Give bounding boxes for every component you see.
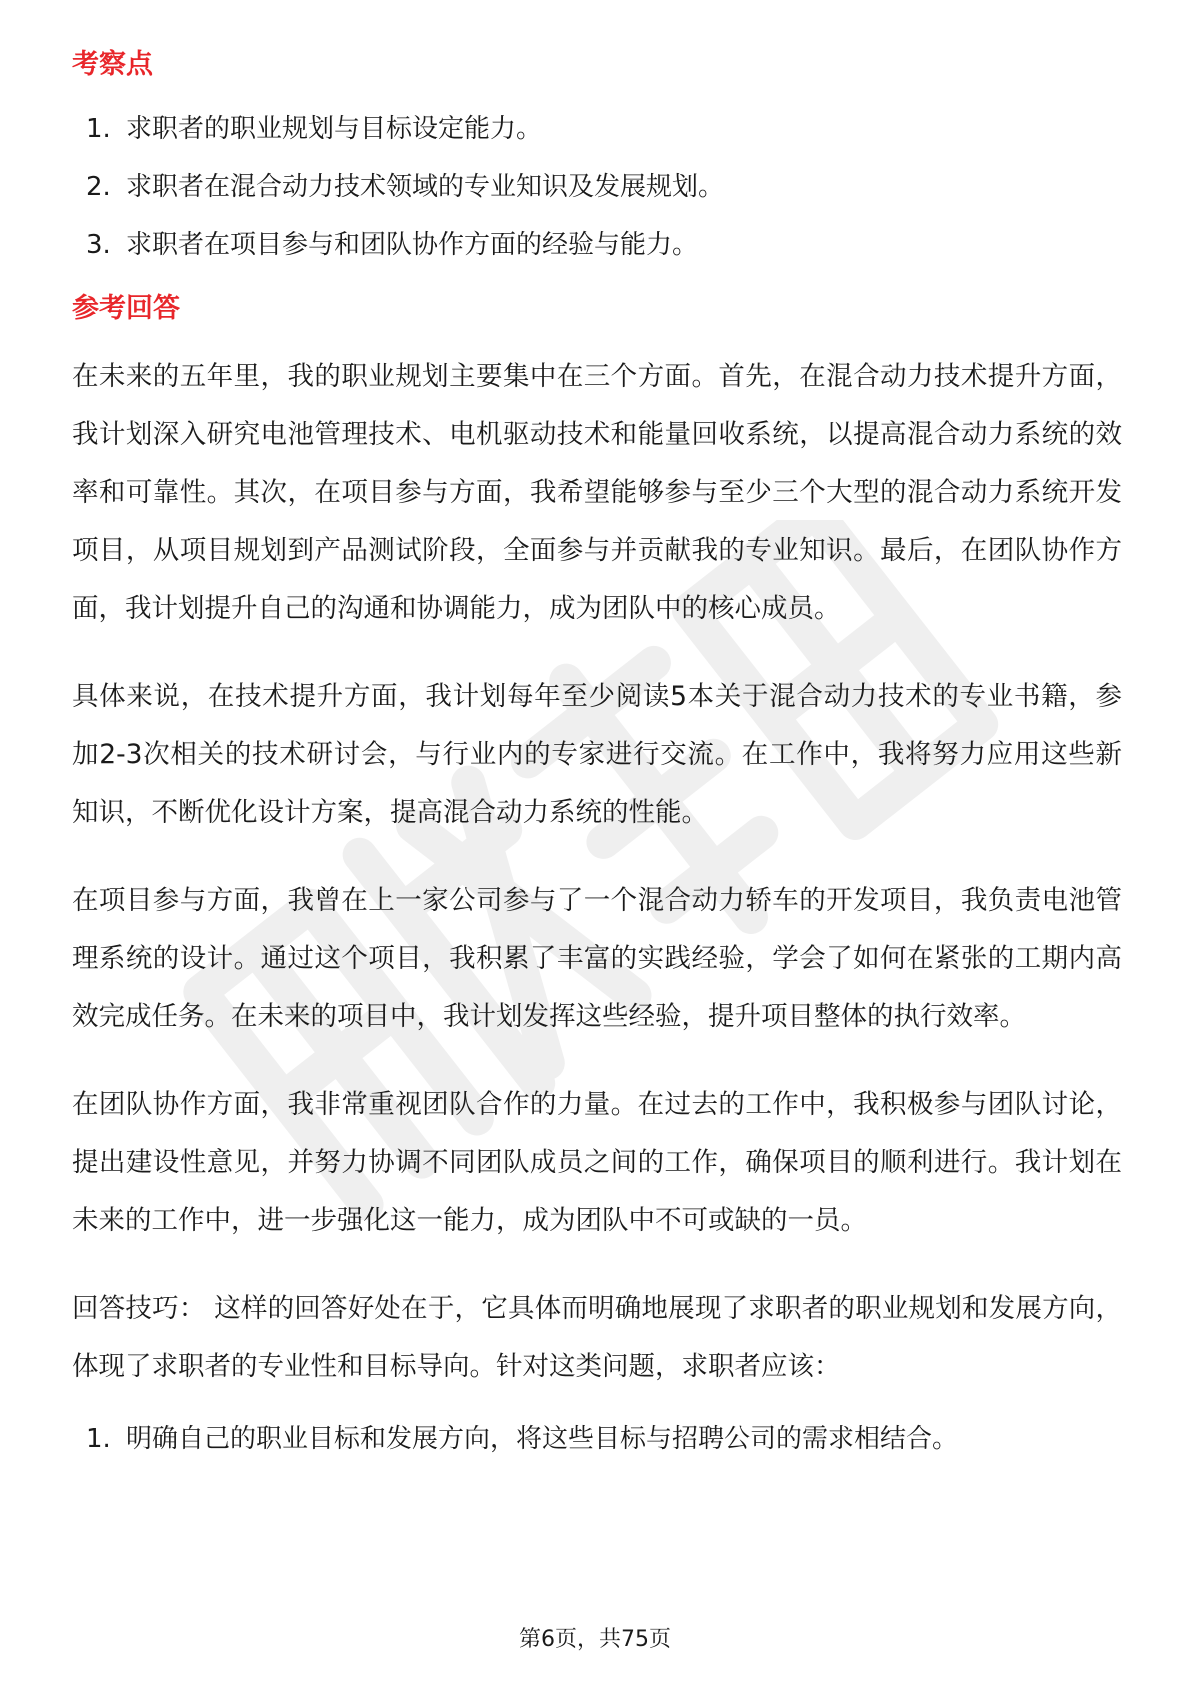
list-item-number: 2. [86, 172, 111, 202]
page-number: 第6页，共75页 [519, 1627, 671, 1652]
answer-paragraph: 在未来的五年里，我的职业规划主要集中在三个方面。首先，在混合动力技术提升方面，我计划深入研究电池管理技术、电机驱动技术和能量回收系统，以提高混合动力系统的效率和可靠性。其次，在项目参与方面，我希望能够参与至少三个大型的混合动力系统开发项目，从项目规划到产品测试阶段，全面参与并贡献我的专业知识。最后，在团队协作方面，我计划提升自己的沟通和协调能力，成为团队中的核心成员。 [72, 361, 1122, 624]
list-item-number: 1. [86, 114, 111, 144]
list-item-number: 1. [86, 1424, 111, 1454]
tips-paragraph: 回答技巧： 这样的回答好处在于，它具体而明确地展现了求职者的职业规划和发展方向，体现了求职者的专业性和目标导向。针对这类问题，求职者应该： [72, 1293, 1122, 1382]
list-item [72, 216, 1122, 274]
list-item [72, 100, 1122, 158]
answer-paragraph: 在项目参与方面，我曾在上一家公司参与了一个混合动力轿车的开发项目，我负责电池管理系统的设计。通过这个项目，我积累了丰富的实践经验，学会了如何在紧张的工期内高效完成任务。在未来的项目中，我计划发挥这些经验，提升项目整体的执行效率。 [72, 885, 1122, 1032]
tips-list [72, 1410, 1122, 1468]
list-item-number: 3. [86, 230, 111, 260]
document-content [72, 40, 1122, 1478]
answer-paragraph: 在团队协作方面，我非常重视团队合作的力量。在过去的工作中，我积极参与团队讨论，提出建设性意见，并努力协调不同团队成员之间的工作，确保项目的顺利进行。我计划在未来的工作中，进一步强化这一能力，成为团队中不可或缺的一员。 [72, 1089, 1122, 1236]
focus-list [72, 100, 1122, 274]
answer-paragraph: 具体来说，在技术提升方面，我计划每年至少阅读5本关于混合动力技术的专业书籍，参加2-3次相关的技术研讨会，与行业内的专家进行交流。在工作中，我将努力应用这些新知识，不断优化设计方案，提高混合动力系统的性能。 [72, 681, 1122, 828]
list-item-text: 求职者在项目参与和团队协作方面的经验与能力。 [126, 230, 699, 260]
answer-heading: 参考回答 [72, 293, 180, 324]
list-item-text: 明确自己的职业目标和发展方向，将这些目标与招聘公司的需求相结合。 [126, 1424, 959, 1454]
list-item [72, 158, 1122, 216]
list-item-text: 求职者的职业规划与目标设定能力。 [126, 114, 543, 144]
focus-heading: 考察点 [72, 49, 153, 80]
list-item [72, 1410, 1122, 1468]
list-item-text: 求职者在混合动力技术领域的专业知识及发展规划。 [126, 172, 725, 202]
